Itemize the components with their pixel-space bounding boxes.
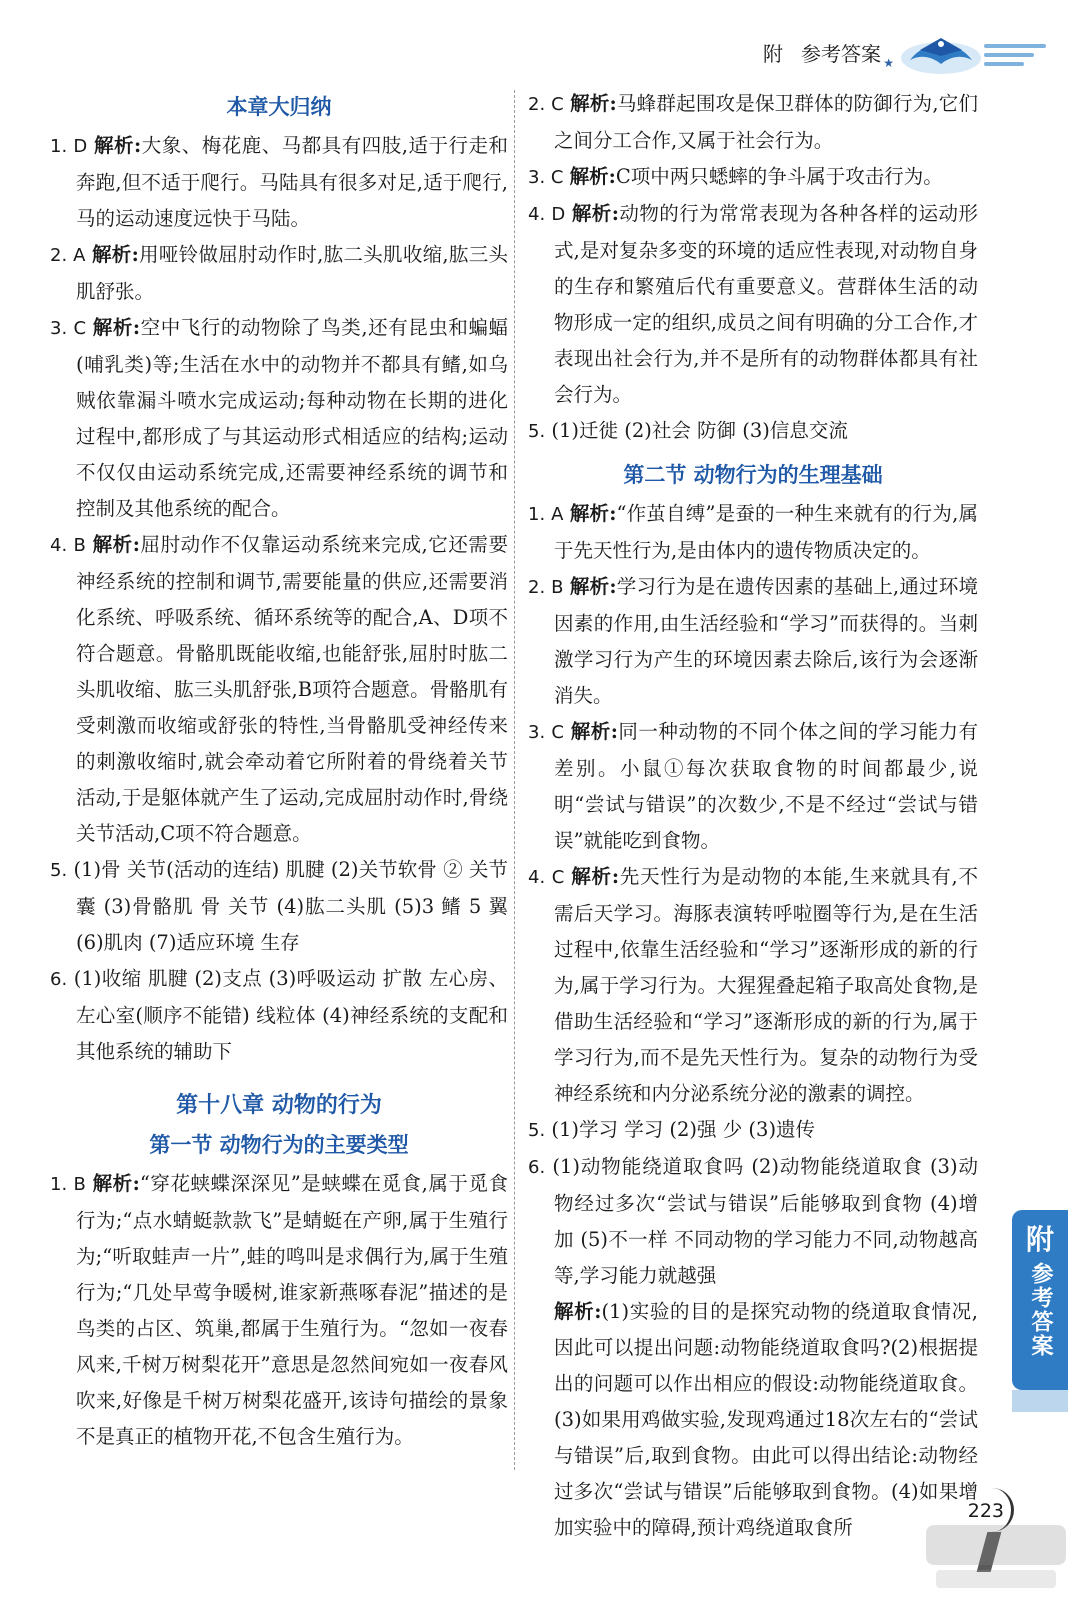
page-number: 223 (967, 1500, 1004, 1522)
answer-number: 4. C (528, 867, 565, 888)
answer-item (50, 852, 508, 961)
answer-item (528, 569, 978, 714)
analysis-keyword: 解析: (92, 243, 139, 266)
answer-text: “穿花蛱蝶深深见”是蛱蝶在觅食,属于觅食行为;“点水蜻蜓款款飞”是蜻蜓在产卵,属于生殖行为;“听取蛙声一片”,蛙的鸣叫是求偶行为,属于生殖行为;“几处早莺争暖树,谁家新燕啄春泥”描述的是鸟类的占区、筑巢,都属于生殖行为。“忽如一夜春风来,千树万树梨花开”意思是忽然间宛如一夜春风吹来,好像是千树万树梨花盛开,该诗句描绘的景象不是真正的植物开花,不包含生殖行为。 (76, 1172, 509, 1448)
answer-item (528, 413, 978, 450)
answer-text: (1)收缩 肌腱 (2)支点 (3)呼吸运动 扩散 左心房、左心室(顺序不能错) 线粒体 (4)神经系统的支配和其他系统的辅助下 (73, 967, 509, 1063)
answer-text: 空中飞行的动物除了鸟类,还有昆虫和蝙蝠(哺乳类)等;生活在水中的动物并不都具有鳍,如乌贼依靠漏斗喷水完成运动;每种动物在长期的进化过程中,都形成了与其运动形式相适应的结构;运动不仅仅由运动系统完成,还需要神经系统的调节和控制及其他系统的配合。 (76, 316, 508, 520)
analysis-keyword: 解析: (92, 1172, 140, 1195)
answer-item (50, 527, 508, 852)
answer-item (528, 496, 978, 569)
left-column (50, 86, 508, 1455)
section1-items (50, 1166, 508, 1455)
book-logo-icon (896, 30, 986, 78)
header-fu: 附 (763, 42, 783, 66)
analysis-keyword: 解析: (569, 502, 617, 525)
answer-number: 2. A (50, 245, 86, 266)
answer-number: 3. C (528, 167, 564, 188)
answer-text: 马蜂群起围攻是保卫群体的防御行为,它们之间分工合作,又属于社会行为。 (554, 92, 979, 152)
answer-number: 5. (50, 860, 68, 881)
analysis-keyword: 解析: (569, 165, 616, 188)
answer-number: 1. A (528, 504, 564, 525)
answer-text: 用哑铃做屈肘动作时,肱二头肌收缩,肱三头肌舒张。 (76, 243, 508, 303)
header-answer-label: 参考答案 (801, 42, 881, 66)
header-decor-lines (984, 44, 1046, 74)
answer-number: 3. C (50, 318, 87, 339)
analysis-keyword: 解析: (569, 575, 617, 598)
header-title (763, 38, 881, 67)
summary-items (50, 128, 508, 1070)
answer-number: 4. D (528, 204, 566, 225)
star-icon: ★ (883, 56, 894, 70)
answer-number: 6. (528, 1157, 546, 1178)
answer-item (528, 1149, 978, 1294)
section1-title: 第一节 动物行为的主要类型 (149, 1132, 409, 1157)
analysis-keyword: 解析: (93, 134, 142, 157)
answer-number: 1. D (50, 136, 88, 157)
chapter-title: 第十八章 动物的行为 (176, 1092, 382, 1118)
answer-item (50, 128, 508, 237)
answer-item (528, 714, 978, 859)
answer-text: 大象、梅花鹿、马都具有四肢,适于行走和奔跑,但不适于爬行。马陆具有很多对足,适于爬行,马的运动速度远快于马陆。 (76, 134, 509, 230)
answer-text: 先天性行为是动物的本能,生来就具有,不需后天学习。海豚表演转呼啦圈等行为,是在生活过程中,依靠生活经验和“学习”逐渐形成的新的行为,属于学习行为。大猩猩叠起箱子取高处食物,是借助生活经验和“学习”逐渐形成的新的行为,属于学习行为,而不是先天性行为。复杂的动物行为受神经系统和内分泌系统分泌的激素的调控。 (554, 865, 979, 1105)
answer-item (50, 237, 508, 310)
answer-item (528, 1112, 978, 1149)
answer-number: 5. (528, 1120, 546, 1141)
answer-number: 6. (50, 969, 68, 990)
analysis-keyword: 解析: (92, 533, 140, 556)
answer-text: “作茧自缚”是蚕的一种生来就有的行为,属于先天性行为,是由体内的遗传物质决定的。 (554, 502, 979, 562)
analysis-keyword: 解析: (92, 316, 141, 339)
answer-text: (1)迁徙 (2)社会 防御 (3)信息交流 (551, 419, 848, 442)
answer-text: (1)动物能绕道取食吗 (2)动物能绕道取食 (3)动物经过多次“尝试与错误”后能够取到食物 (4)增加 (5)不一样 不同动物的学习能力不同,动物越高等,学习能力就越强 (552, 1155, 978, 1287)
analysis-keyword: 解析: (570, 720, 618, 743)
side-tab-label: 参考答案 (1028, 1262, 1053, 1358)
side-tab-fu: 附 (1025, 1223, 1054, 1256)
analysis-text: (1)实验的目的是探究动物的绕道取食情况,因此可以提出问题:动物能绕道取食吗?(2)根据提出的问题可以作出相应的假设:动物能绕道取食。(3)如果用鸡做实验,发现鸡通过18次左右的“尝试与错误”后,取到食物。由此可以得出结论:动物经过多次“尝试与错误”后能够取到食物。(4)如果增加实验中的障碍,预计鸡绕道取食所 (554, 1300, 978, 1539)
answer-number: 4. B (50, 535, 86, 556)
analysis-keyword: 解析: (570, 92, 617, 115)
section2-title: 第二节 动物行为的生理基础 (623, 462, 883, 487)
right-column (528, 86, 978, 1546)
answer-item (528, 859, 978, 1112)
answer-number: 2. B (528, 577, 564, 598)
answer-text: (1)学习 学习 (2)强 少 (3)遗传 (551, 1118, 816, 1141)
answer-number: 5. (528, 421, 546, 442)
answer-side-tab (1012, 1210, 1068, 1390)
answer-text: C项中两只蟋蟀的争斗属于攻击行为。 (615, 165, 943, 188)
answer-item (50, 1166, 508, 1455)
answer-text: 动物的行为常常表现为各种各样的运动形式,是对复杂多变的环境的适应性表现,对动物自身的生存和繁殖后代有重要意义。营群体生活的动物形成一定的组织,成员之间有明确的分工合作,才表现出社会行为,并不是所有的动物群体都具有社会行为。 (554, 202, 978, 406)
column-divider (514, 90, 515, 1470)
answer-number: 2. C (528, 94, 564, 115)
answer-item (50, 961, 508, 1070)
side-tab-strip (1012, 1390, 1068, 1412)
section2-items (528, 496, 978, 1294)
answer-text: 屈肘动作不仅靠运动系统来完成,它还需要神经系统的控制和调节,需要能量的供应,还需要消化系统、呼吸系统、循环系统等的配合,A、D项不符合题意。骨骼肌既能收缩,也能舒张,屈肘时肱二头肌收缩、肱三头肌舒张,B项符合题意。骨骼肌有受刺激而收缩或舒张的特性,当骨骼肌受神经传来的刺激收缩时,就会牵动着它所附着的骨绕着关节活动,于是躯体就产生了运动,完成屈肘动作时,骨绕关节活动,C项不符合题意。 (76, 533, 509, 845)
answer-text: 学习行为是在遗传因素的基础上,通过环境因素的作用,由生活经验和“学习”而获得的。当刺激学习行为产生的环境因素去除后,该行为会逐渐消失。 (554, 575, 979, 707)
analysis-keyword: 解析: (554, 1300, 602, 1323)
analysis-keyword: 解析: (571, 202, 619, 225)
answer-item (528, 196, 978, 413)
answer-number: 3. C (528, 722, 564, 743)
page-header (706, 30, 1046, 80)
answer-item (50, 310, 508, 527)
analysis-keyword: 解析: (571, 865, 620, 888)
answer-item (528, 86, 978, 159)
analysis-paragraph (528, 1294, 978, 1546)
summary-title: 本章大归纳 (226, 94, 332, 119)
answer-text: (1)骨 关节(活动的连结) 肌腱 (2)关节软骨 ② 关节囊 (3)骨骼肌 骨 关节 (4)肱二头肌 (5)3 鳍 5 翼 (6)肌肉 (7)适应环境 生存 (73, 858, 508, 954)
answer-number: 1. B (50, 1174, 86, 1195)
answer-item (528, 159, 978, 196)
watermark-logo (916, 1515, 1076, 1595)
section1-items-cont (528, 86, 978, 450)
answer-text: 同一种动物的不同个体之间的学习能力有差别。小鼠①每次获取食物的时间都最少,说明“尝试与错误”的次数少,不是不经过“尝试与错误”就能吃到食物。 (554, 720, 979, 852)
